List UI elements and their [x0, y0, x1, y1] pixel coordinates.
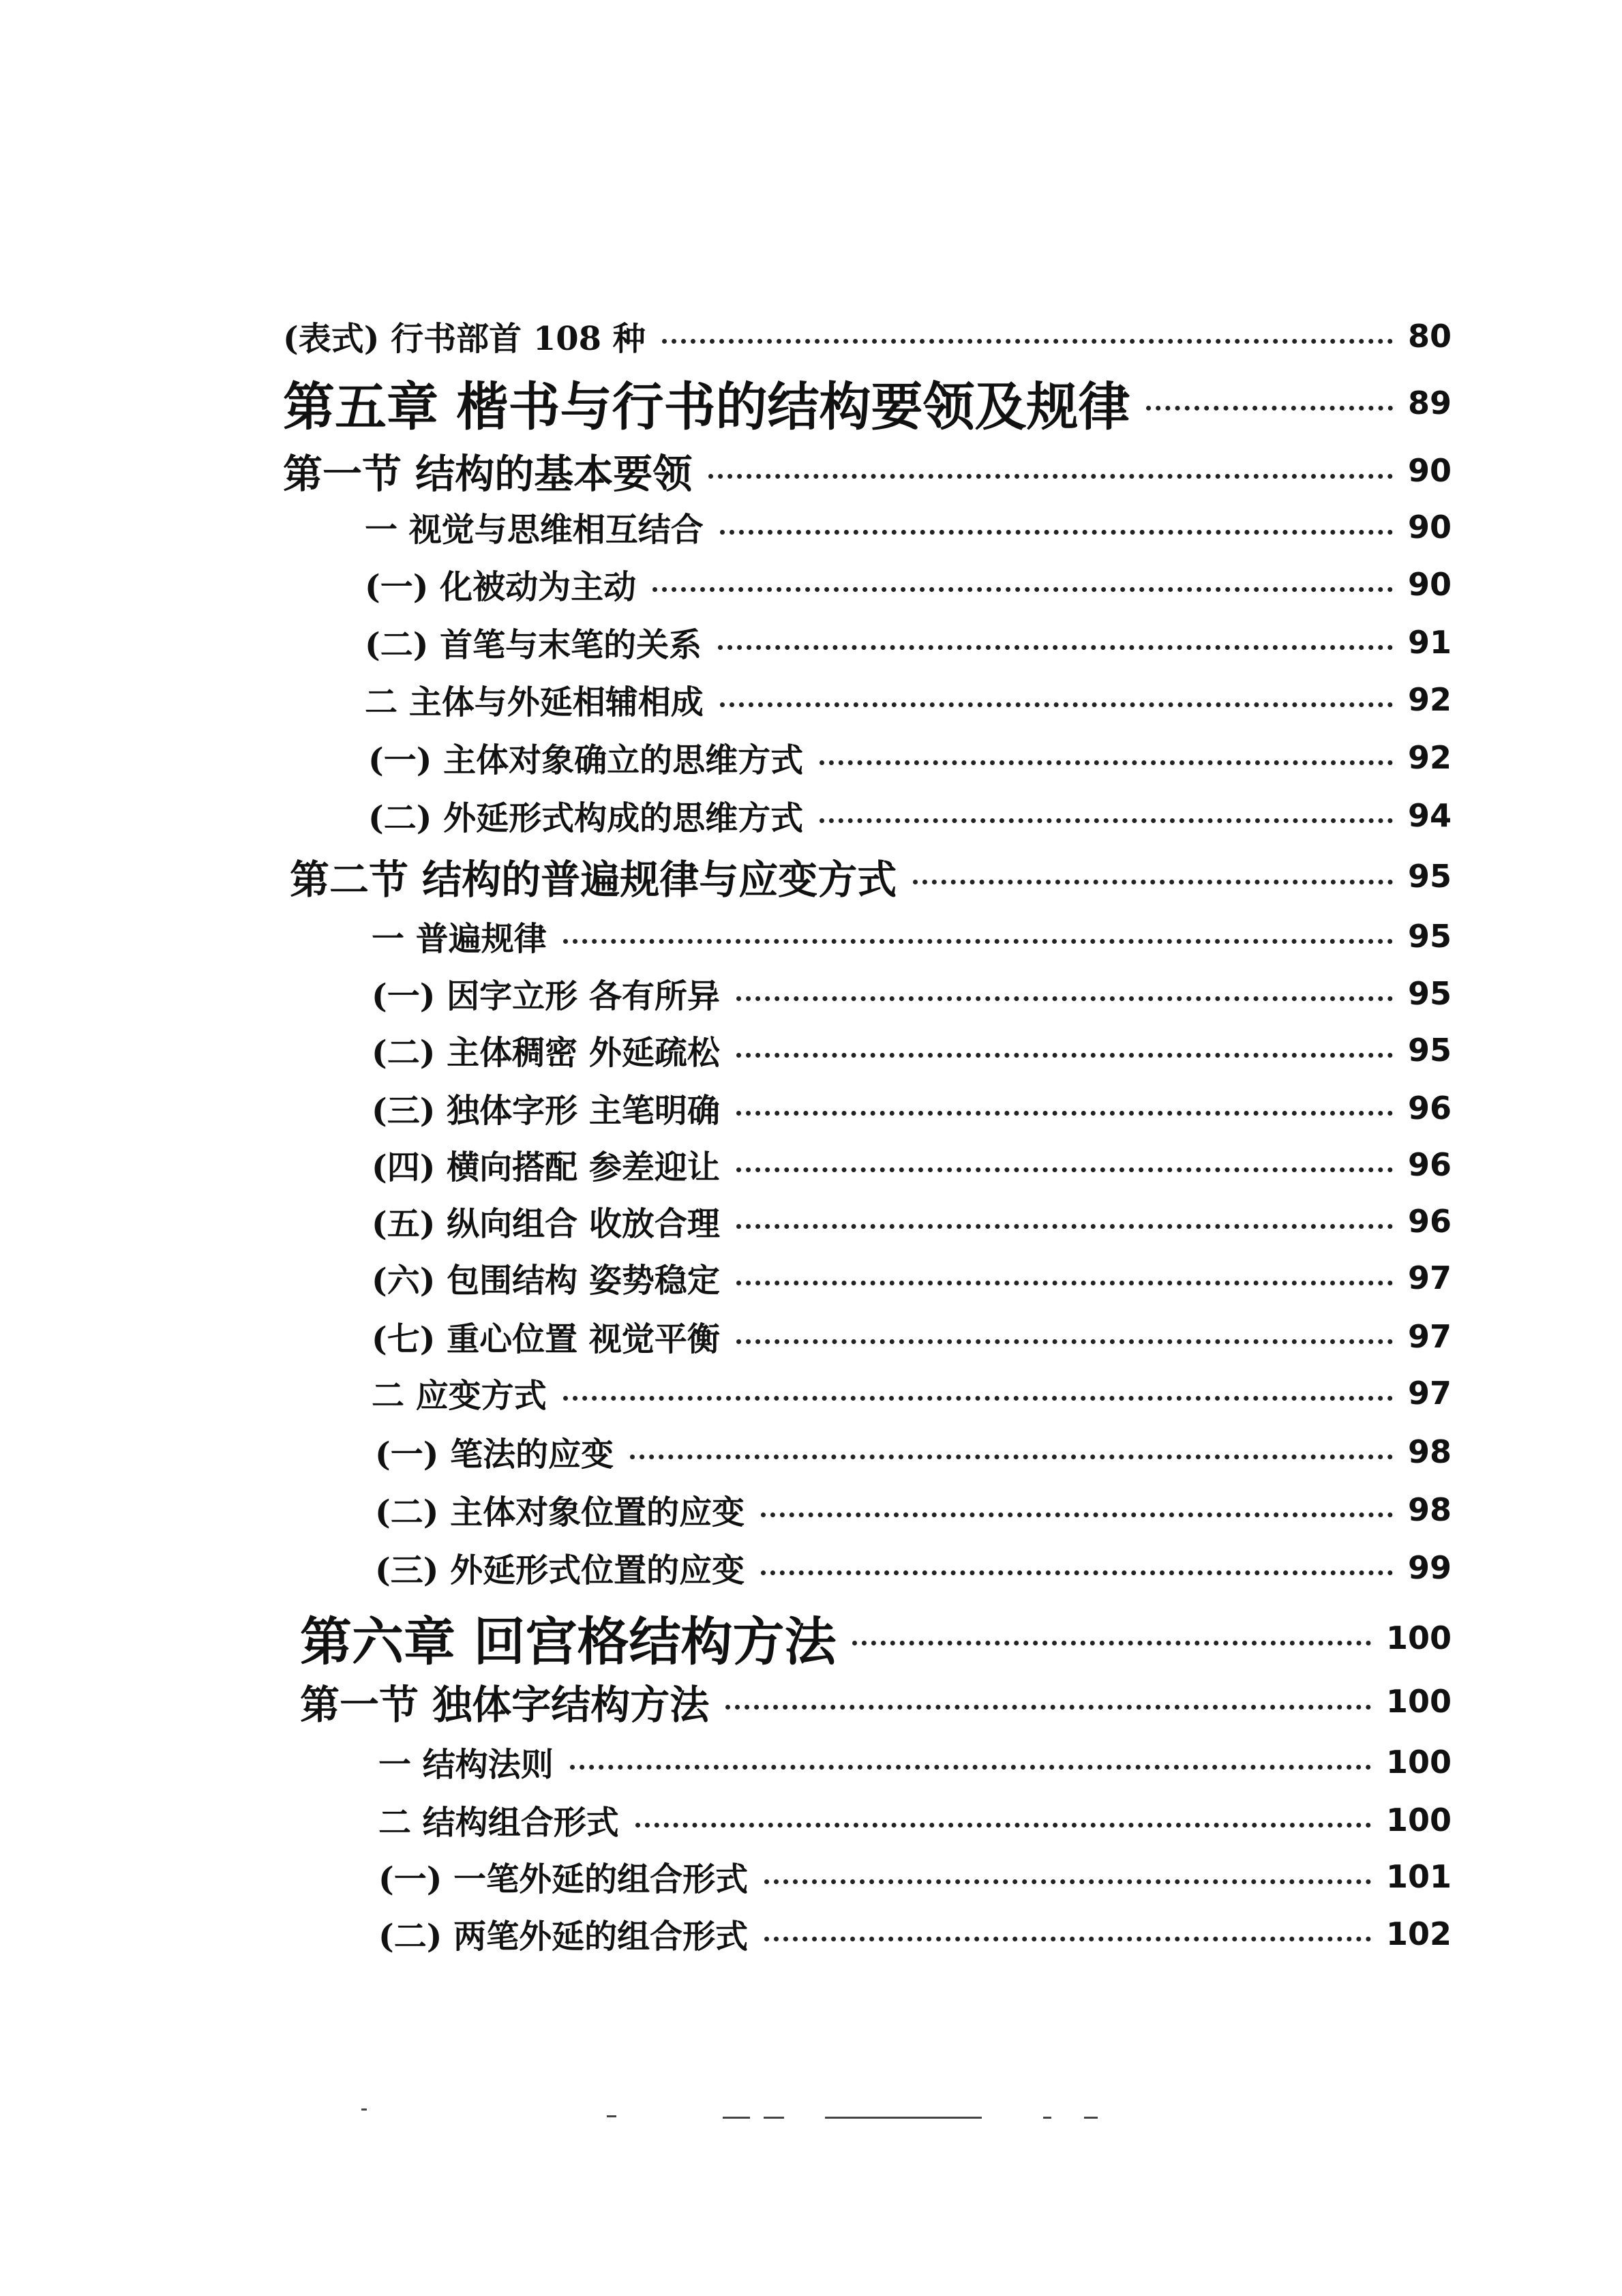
- dot-leader: [764, 1879, 1371, 1884]
- toc-entry-label: (一) 笔法的应变: [375, 1435, 614, 1474]
- toc-entry-label: (七) 重心位置 视觉平衡: [372, 1320, 720, 1358]
- toc-page-number: 90: [1407, 452, 1452, 489]
- dot-leader: [662, 339, 1393, 344]
- dot-leader: [652, 587, 1393, 592]
- toc-page-number: 95: [1407, 858, 1452, 895]
- toc-page-number: 100: [1385, 1743, 1452, 1780]
- dot-leader: [725, 1705, 1371, 1710]
- toc-entry: [375, 1428, 1452, 1475]
- toc-page-number: 96: [1407, 1202, 1452, 1240]
- toc-entry: [378, 1796, 1452, 1843]
- toc-entry: [378, 1738, 1452, 1785]
- dot-leader: [761, 1570, 1393, 1575]
- toc-page-number: 101: [1385, 1858, 1452, 1895]
- toc-entry-label: 二 结构组合形式: [378, 1804, 619, 1842]
- toc-entry-label: (二) 两笔外延的组合形式: [378, 1918, 749, 1956]
- toc-page-number: 96: [1407, 1089, 1452, 1127]
- dot-leader: [852, 1641, 1371, 1645]
- toc-page-number: 99: [1407, 1549, 1452, 1586]
- toc-page-number: 92: [1407, 739, 1452, 776]
- dot-leader: [736, 1167, 1393, 1172]
- dot-leader: [736, 996, 1393, 1001]
- toc-entry: [372, 1197, 1452, 1244]
- toc-section: [300, 1673, 1452, 1730]
- toc-page-number: 97: [1407, 1317, 1452, 1355]
- toc-entry: [372, 1141, 1452, 1188]
- toc-page-number: 90: [1407, 565, 1452, 603]
- toc-section: [283, 442, 1452, 499]
- toc-entry-label: 第一节 独体字结构方法: [300, 1682, 710, 1728]
- toc-page-number: 100: [1385, 1801, 1452, 1838]
- dot-leader: [764, 1937, 1371, 1941]
- toc-entry-label: (三) 独体字形 主笔明确: [372, 1092, 720, 1130]
- dot-leader: [570, 1765, 1371, 1770]
- dot-leader: [736, 1339, 1393, 1344]
- toc-page-number: 95: [1407, 1031, 1452, 1069]
- toc-entry: [375, 1486, 1452, 1533]
- toc-entry: [372, 1313, 1452, 1360]
- toc-chapter: [283, 366, 1452, 440]
- toc-entry-label: (二) 首笔与末笔的关系: [365, 626, 702, 664]
- toc-entry: [365, 561, 1452, 608]
- toc-entry-label: 一 普遍规律: [372, 920, 547, 958]
- toc-page-number: 90: [1407, 508, 1452, 546]
- toc-section: [290, 848, 1452, 905]
- toc-entry: [372, 1084, 1452, 1131]
- toc-entry-label: (二) 外延形式构成的思维方式: [368, 799, 804, 837]
- dot-leader: [761, 1512, 1393, 1517]
- toc-entry: [368, 792, 1452, 839]
- dot-leader: [913, 880, 1393, 884]
- toc-entry-label: 二 应变方式: [372, 1377, 547, 1415]
- toc-page-number: 100: [1385, 1683, 1452, 1720]
- dot-leader: [720, 702, 1393, 707]
- toc-entry: [365, 618, 1452, 666]
- toc-page-number: 89: [1407, 384, 1452, 421]
- toc-entry-label: (一) 主体对象确立的思维方式: [368, 741, 804, 779]
- toc-entry: [378, 1853, 1452, 1900]
- dot-leader: [563, 1396, 1393, 1401]
- toc-page-number: 97: [1407, 1374, 1452, 1412]
- toc-entry-label: (一) 一笔外延的组合形式: [378, 1860, 749, 1898]
- dot-leader: [820, 818, 1393, 823]
- dot-leader: [720, 530, 1393, 535]
- dot-leader: [736, 1281, 1393, 1285]
- toc-entry-label: 一 视觉与思维相互结合: [365, 511, 704, 549]
- toc-entry: [283, 312, 1452, 359]
- toc-page-number: 91: [1407, 623, 1452, 661]
- toc-entry-label: (表式) 行书部首 108 种: [283, 320, 646, 358]
- toc-entry-label: (四) 横向搭配 参差迎让: [372, 1148, 720, 1187]
- toc-entry-label: (三) 外延形式位置的应变: [375, 1551, 745, 1590]
- toc-entry: [372, 1026, 1452, 1073]
- toc-page-number: 97: [1407, 1259, 1452, 1296]
- toc-page-number: 98: [1407, 1491, 1452, 1528]
- toc-entry-label: (五) 纵向组合 收放合理: [372, 1205, 720, 1243]
- toc-entry-label: 第六章 回宫格结构方法: [300, 1611, 837, 1672]
- dot-leader: [736, 1053, 1393, 1058]
- toc-page-number: 80: [1407, 317, 1452, 355]
- toc-page-number: 92: [1407, 681, 1452, 718]
- toc-entry: [378, 1910, 1452, 1957]
- toc-entry-label: 第一节 结构的基本要领: [283, 451, 693, 497]
- toc-entry-label: (六) 包围结构 姿势稳定: [372, 1262, 720, 1300]
- dot-leader: [635, 1823, 1371, 1828]
- toc-entry: [372, 1369, 1452, 1416]
- toc-page-number: 100: [1385, 1619, 1452, 1656]
- toc-entry-label: (一) 因字立形 各有所异: [372, 977, 720, 1015]
- toc-page-number: 95: [1407, 917, 1452, 955]
- toc-page-number: 102: [1385, 1915, 1452, 1952]
- toc-entry: [368, 734, 1452, 781]
- toc-chapter: [300, 1600, 1452, 1675]
- toc-page-number: 96: [1407, 1146, 1452, 1183]
- toc-entry: [365, 676, 1452, 723]
- dot-leader: [630, 1455, 1393, 1459]
- toc-entry-label: 二 主体与外延相辅相成: [365, 683, 704, 721]
- dot-leader: [1146, 406, 1393, 411]
- dot-leader: [708, 474, 1393, 479]
- toc-entry-label: 第五章 楷书与行书的结构要领及规律: [283, 376, 1130, 437]
- toc-entry-label: (二) 主体对象位置的应变: [375, 1493, 745, 1532]
- toc-entry: [375, 1544, 1452, 1591]
- toc-page-number: 95: [1407, 974, 1452, 1012]
- dot-leader: [736, 1224, 1393, 1229]
- dot-leader: [736, 1111, 1393, 1116]
- toc-entry: [372, 1254, 1452, 1301]
- dot-leader: [563, 939, 1393, 944]
- toc-entry-label: (一) 化被动为主动: [365, 568, 637, 606]
- toc-entry-label: 第二节 结构的普遍规律与应变方式: [290, 856, 897, 903]
- toc-page-number: 94: [1407, 796, 1452, 834]
- toc-entry: [372, 912, 1452, 959]
- dot-leader: [718, 645, 1393, 650]
- toc-entry-label: (二) 主体稠密 外延疏松: [372, 1034, 720, 1072]
- toc-entry-label: 一 结构法则: [378, 1746, 554, 1784]
- toc-entry: [365, 503, 1452, 550]
- dot-leader: [820, 760, 1393, 765]
- toc-entry: [372, 970, 1452, 1017]
- toc-page-number: 98: [1407, 1433, 1452, 1470]
